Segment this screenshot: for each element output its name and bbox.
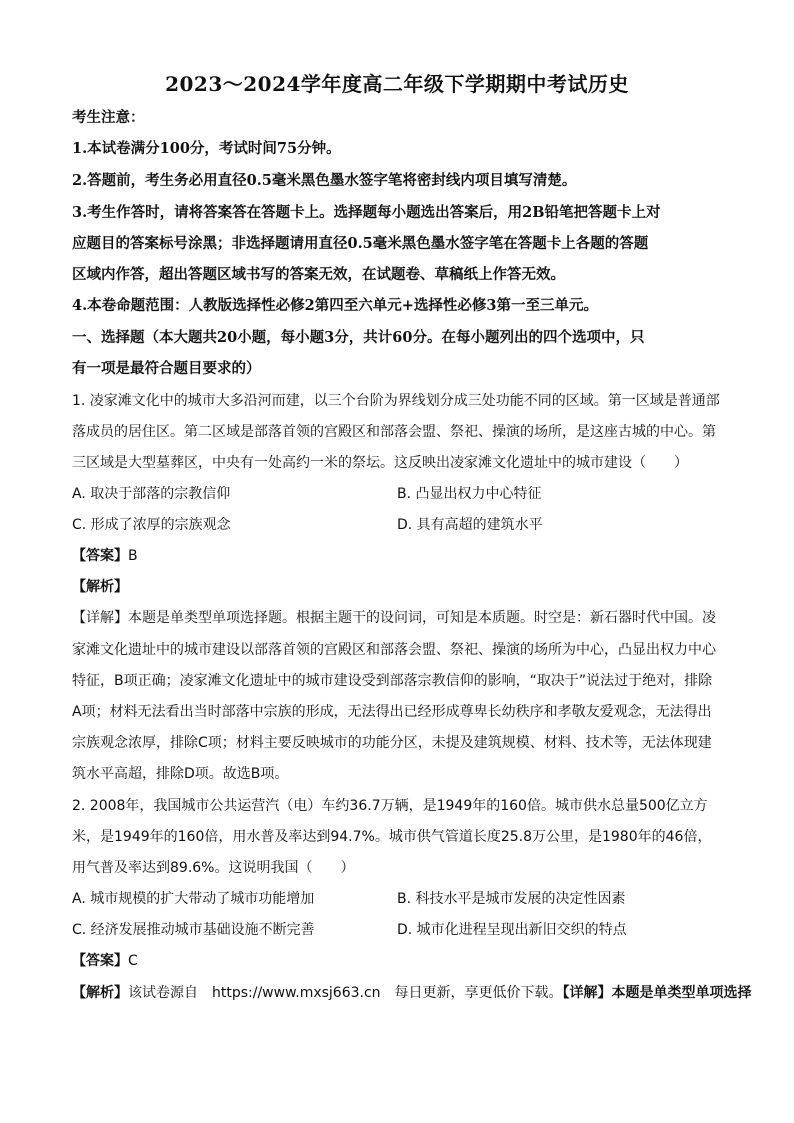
- notice-item-3-line-3: 区域内作答，超出答题区域书写的答案无效，在试题卷、草稿纸上作答无效。: [72, 266, 565, 283]
- q2-answer-value: C: [128, 953, 138, 969]
- q2-answer-label: 【答案】: [72, 953, 128, 969]
- q2-option-d: D. 城市化进程呈现出新旧交织的特点: [397, 922, 627, 938]
- section-heading-line-2: 有一项是最符合题目要求的）: [72, 360, 261, 377]
- q2-stem-line-2: 米，是1949年的160倍，用水普及率达到94.7%。城市供气管道长度25.8万公里，是1980年的46倍，: [72, 829, 712, 845]
- q1-option-a: A. 取决于部落的宗教信仰: [72, 486, 231, 502]
- q2-option-a: A. 城市规模的扩大带动了城市功能增加: [72, 891, 315, 907]
- q1-option-b: B. 凸显出权力中心特征: [397, 486, 542, 502]
- notice-item-1: 1.本试卷满分100分，考试时间75分钟。: [72, 140, 341, 157]
- q1-analysis-label: 【解析】: [72, 579, 128, 595]
- q2-option-c: C. 经济发展推动城市基础设施不断完善: [72, 922, 315, 938]
- notice-item-2: 2.答题前，考生务必用直径0.5毫米黑色墨水签字笔将密封线内项目填写清楚。: [72, 172, 577, 189]
- q1-answer: [72, 546, 727, 566]
- q1-option-d: D. 具有高超的建筑水平: [397, 517, 543, 533]
- q2-option-b: B. 科技水平是城市发展的决定性因素: [397, 891, 626, 907]
- q2-detail-start: 【详解】本题是单类型单项选择: [562, 985, 752, 1001]
- q2-stem-line-3: 用气普及率达到89.6%。这说明我国（ ）: [72, 860, 355, 876]
- notice-item-3-line-2: 应题目的答案标号涂黑；非选择题请用直径0.5毫米黑色墨水签字笔在答题卡上各题的答题: [72, 235, 649, 252]
- notice-item-3-line-1: 3.考生作答时，请将答案答在答题卡上。选择题每小题选出答案后，用2B铅笔把答题卡上对: [72, 204, 661, 221]
- q1-stem-line-2: 落成员的居住区。第二区域是部落首领的宫殿区和部落会盟、祭祀、操演的场所，是这座古城的中心。第: [72, 424, 716, 440]
- q1-stem-line-3: 三区域是大型墓葬区，中央有一处高约一米的祭坛。这反映出凌家滩文化遗址中的城市建设（ ）: [72, 455, 688, 471]
- page-title: 2023～2024学年度高二年级下学期期中考试历史: [165, 72, 629, 96]
- q1-detail-line-6: 筑水平高超，排除D项。故选B项。: [72, 766, 289, 782]
- q1-detail-line-5: 宗族观念浓厚，排除C项；材料主要反映城市的功能分区，未提及建筑规模、材料、技术等，无法体现建: [72, 735, 712, 751]
- q1-detail-line-1: 【详解】本题是单类型单项选择题。根据主题干的设问词，可知是本质题。时空是：新石器时代中国。凌: [72, 610, 716, 626]
- q2-stem-line-1: 2. 2008年，我国城市公共运营汽（电）车约36.7万辆，是1949年的160倍。城市供水总量500亿立方: [72, 798, 708, 814]
- q1-option-c: C. 形成了浓厚的宗族观念: [72, 517, 231, 533]
- q1-stem-line-1: 1. 凌家滩文化中的城市大多沿河而建，以三个台阶为界线划分成三处功能不同的区域。第一区域是普通部: [72, 393, 720, 409]
- q1-answer-label: 【答案】: [72, 548, 128, 564]
- section-heading-line-1: 一、选择题（本大题共20小题，每小题3分，共计60分。在每小题列出的四个选项中，只: [72, 329, 645, 346]
- notice-heading: 考生注意：: [72, 109, 145, 126]
- q2-analysis-source: 该试卷源自 https://www.mxsj663.cn 每日更新，享更低价下载。: [128, 985, 563, 1001]
- q2-answer: [72, 951, 727, 971]
- q1-answer-value: B: [128, 548, 138, 564]
- q2-analysis-line: [72, 983, 752, 1003]
- q1-detail-line-4: A项；材料无法看出当时部落中宗族的形成，无法得出已经形成尊卑长幼秩序和孝敬友爱观念，无法得出: [72, 704, 712, 720]
- q1-detail-line-3: 特征，B项正确；凌家滩文化遗址中的城市建设受到部落宗教信仰的影响，“取决于”说法过于绝对，排除: [72, 673, 713, 689]
- q2-analysis-label: 【解析】: [72, 985, 128, 1001]
- notice-item-4: 4.本卷命题范围：人教版选择性必修2第四至六单元+选择性必修3第一至三单元。: [72, 297, 598, 314]
- q1-detail-line-2: 家滩文化遗址中的城市建设以部落首领的宫殿区和部落会盟、祭祀、操演的场所为中心，凸显出权力中心: [72, 642, 716, 658]
